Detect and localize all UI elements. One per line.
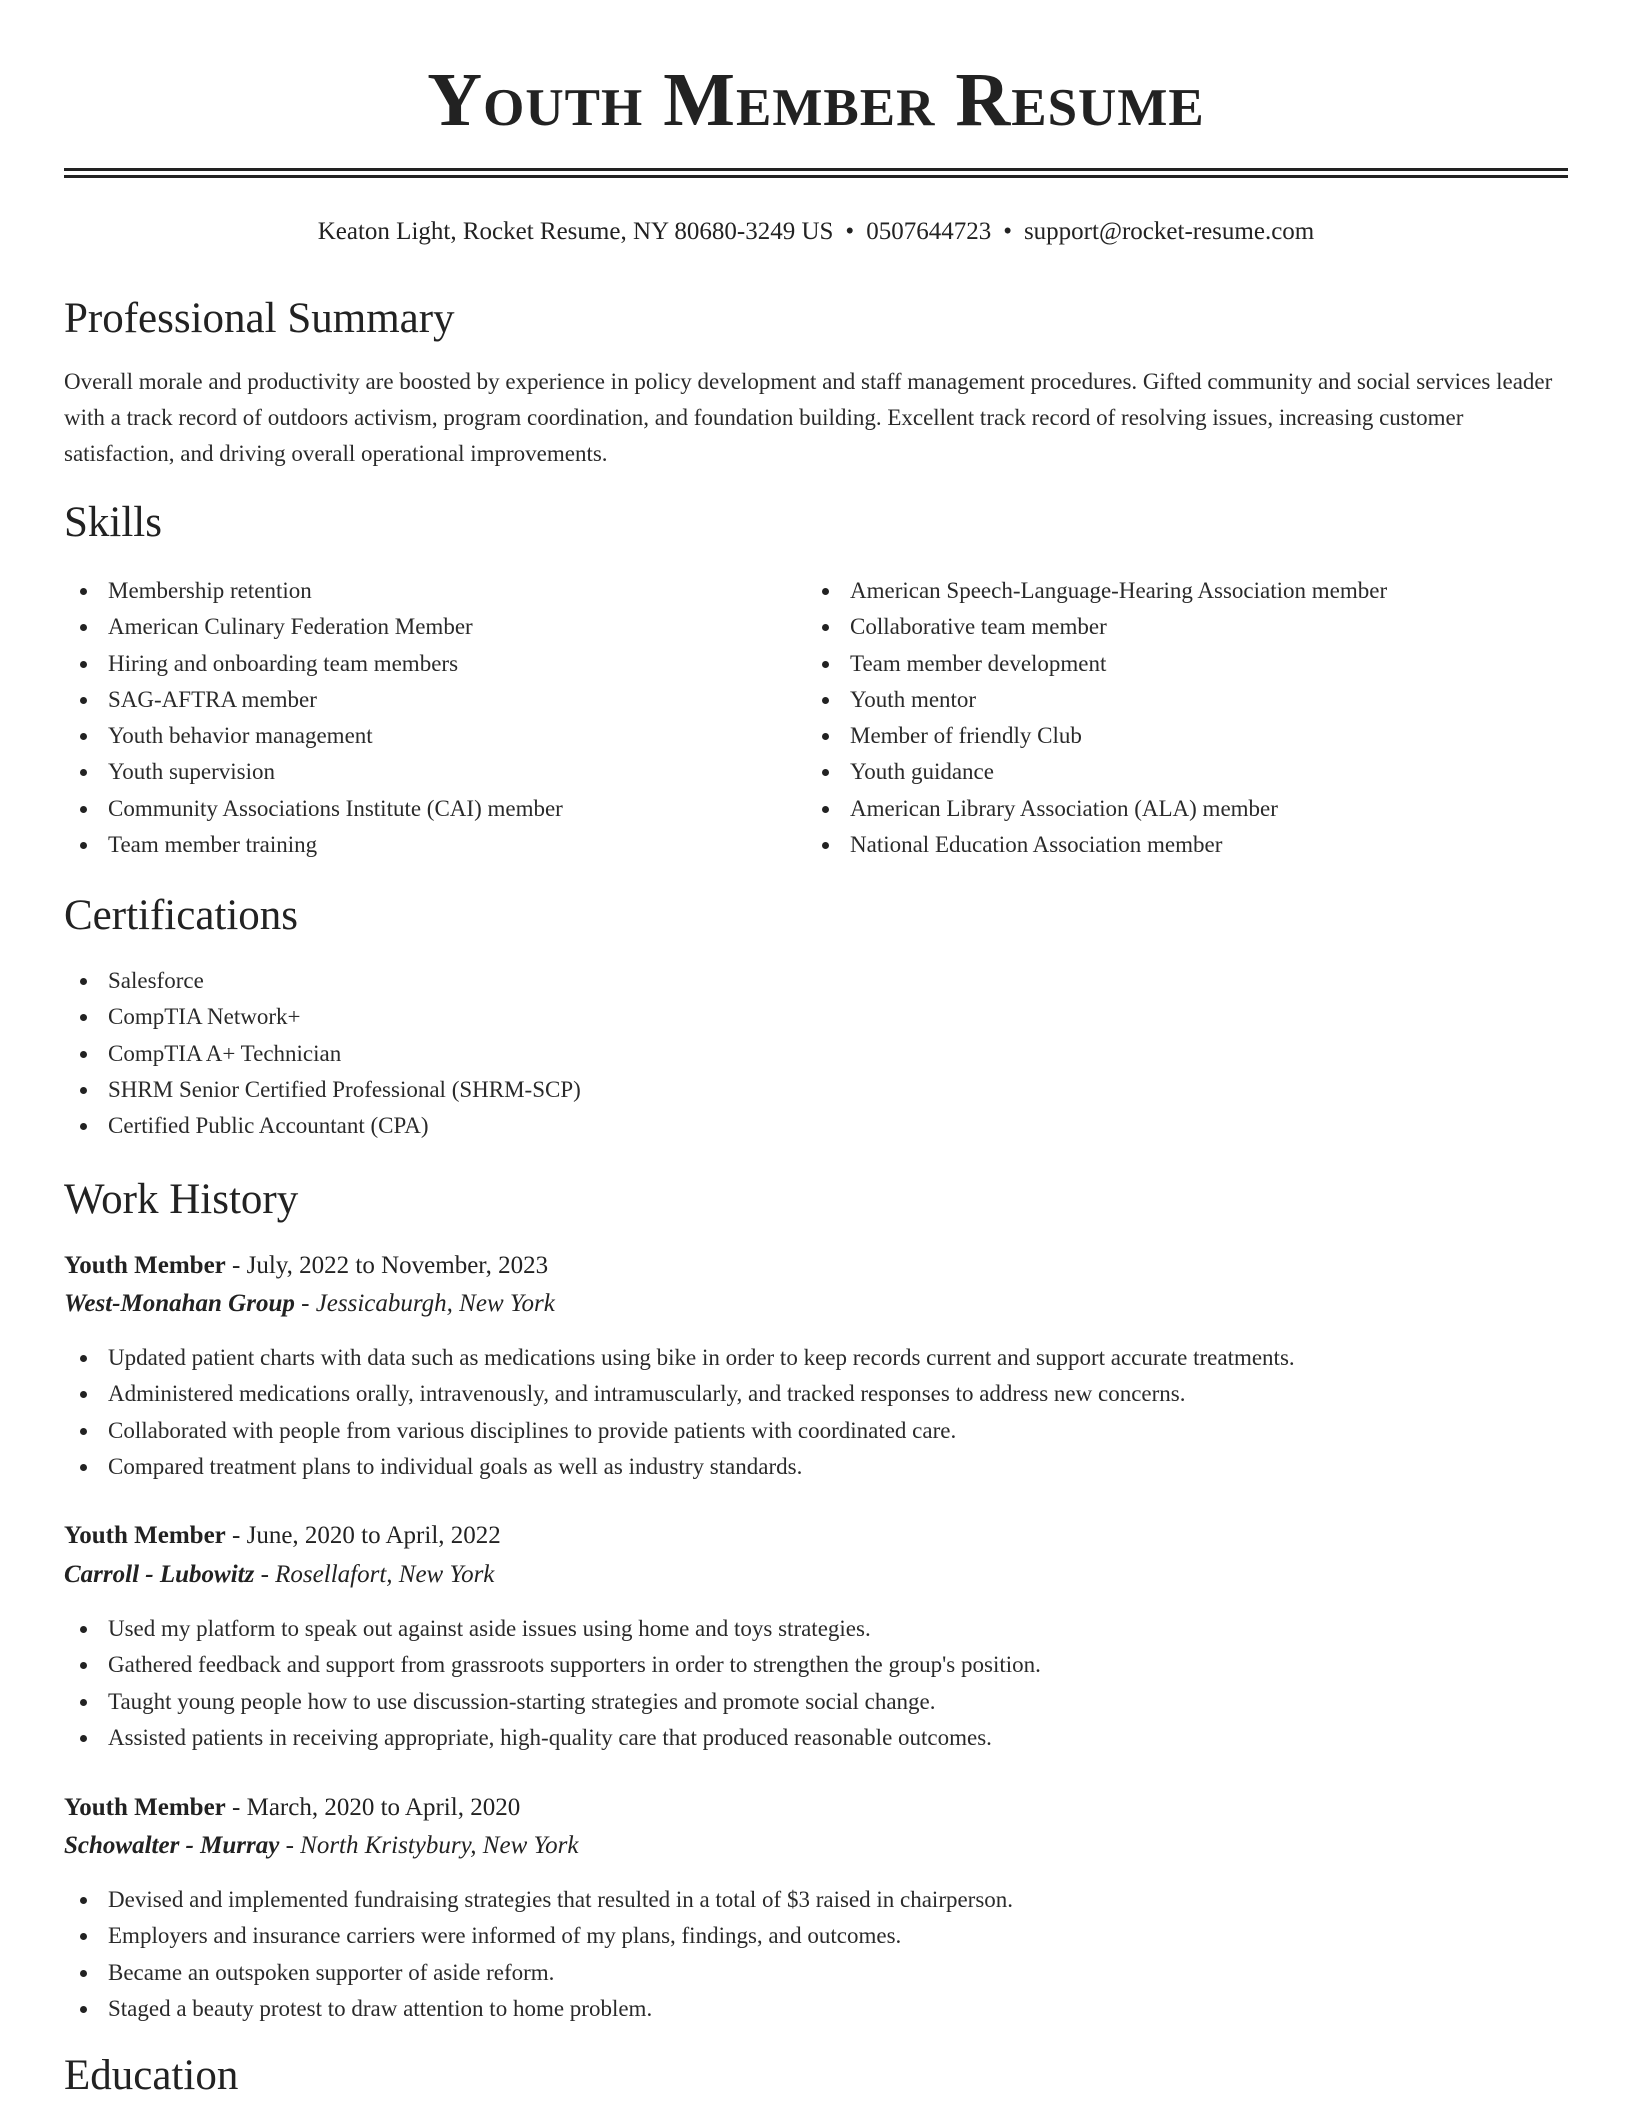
skill-item: SAG-AFTRA member: [64, 682, 563, 718]
job-bullet: Administered medications orally, intravenously, and intramuscularly, and tracked responses to address new concerns.: [64, 1376, 1295, 1412]
job-bullet: Compared treatment plans to individual goals as well as industry standards.: [64, 1449, 1295, 1485]
title-divider-top: [64, 168, 1568, 171]
job-company-line: Carroll - Lubowitz - Rosellafort, New York: [64, 1561, 495, 1588]
skills-list-right: [806, 573, 1387, 863]
certifications-list: [64, 963, 581, 1144]
skill-item: Team member development: [806, 646, 1387, 682]
job-bullet: Updated patient charts with data such as medications using bike in order to keep records current and support accurate treatments.: [64, 1340, 1295, 1376]
skill-item: American Speech-Language-Hearing Association member: [806, 573, 1387, 609]
skills-list-left: [64, 573, 563, 863]
job-location: Jessicaburgh, New York: [315, 1290, 555, 1317]
contact-separator: •: [845, 218, 855, 245]
contact-line: [64, 214, 1568, 250]
certification-item: SHRM Senior Certified Professional (SHRM-SCP): [64, 1072, 581, 1108]
skill-item: Youth guidance: [806, 754, 1387, 790]
job-title: Youth Member: [64, 1794, 226, 1821]
job-bullets: [64, 1340, 1295, 1485]
job-bullet: Staged a beauty protest to draw attention to home problem.: [64, 1991, 1013, 2027]
job-bullets: [64, 1611, 1041, 1756]
certification-item: Certified Public Accountant (CPA): [64, 1108, 581, 1144]
summary-heading: Professional Summary: [64, 295, 455, 342]
resume-title: Youth Member Resume: [427, 58, 1205, 142]
skill-item: American Library Association (ALA) member: [806, 791, 1387, 827]
skill-item: Community Associations Institute (CAI) member: [64, 791, 563, 827]
contact-address: Keaton Light, Rocket Resume, NY 80680-3249 US: [317, 218, 834, 245]
certification-item: CompTIA A+ Technician: [64, 1036, 581, 1072]
job-bullets: [64, 1882, 1013, 2027]
job-bullet: Used my platform to speak out against aside issues using home and toys strategies.: [64, 1611, 1041, 1647]
certification-item: Salesforce: [64, 963, 581, 999]
job-company-line: West-Monahan Group - Jessicaburgh, New York: [64, 1290, 555, 1317]
job-bullet: Devised and implemented fundraising strategies that resulted in a total of $3 raised in chairperson.: [64, 1882, 1013, 1918]
job-title: Youth Member: [64, 1252, 226, 1279]
skill-item: Collaborative team member: [806, 609, 1387, 645]
job-title: Youth Member: [64, 1522, 226, 1549]
certifications-heading: Certifications: [64, 892, 299, 939]
skill-item: Youth behavior management: [64, 718, 563, 754]
contact-phone: 0507644723: [866, 218, 992, 245]
job-company: West-Monahan Group: [64, 1290, 295, 1317]
job-bullet: Taught young people how to use discussion-starting strategies and promote social change.: [64, 1684, 1041, 1720]
job-bullet: Assisted patients in receiving appropriate, high-quality care that produced reasonable outcomes.: [64, 1720, 1041, 1756]
job-company-line: Schowalter - Murray - North Kristybury, New York: [64, 1832, 579, 1859]
job-bullet: Gathered feedback and support from grassroots supporters in order to strengthen the group's position.: [64, 1647, 1041, 1683]
work-history-heading: Work History: [64, 1176, 299, 1223]
job-heading: Youth Member - March, 2020 to April, 2020: [64, 1794, 521, 1821]
job-bullet: Became an outspoken supporter of aside reform.: [64, 1955, 1013, 1991]
job-dates: March, 2020 to April, 2020: [246, 1794, 521, 1821]
job-dates: June, 2020 to April, 2022: [246, 1522, 501, 1549]
contact-email: support@rocket-resume.com: [1023, 218, 1315, 245]
job-heading: Youth Member - June, 2020 to April, 2022: [64, 1522, 501, 1549]
job-heading: Youth Member - July, 2022 to November, 2023: [64, 1252, 549, 1279]
skills-heading: Skills: [64, 499, 162, 546]
skill-item: Youth supervision: [64, 754, 563, 790]
title-divider-bottom: [64, 175, 1568, 178]
skill-item: Team member training: [64, 827, 563, 863]
skill-item: Hiring and onboarding team members: [64, 646, 563, 682]
job-bullet: Employers and insurance carriers were informed of my plans, findings, and outcomes.: [64, 1918, 1013, 1954]
skill-item: Membership retention: [64, 573, 563, 609]
job-company: Carroll - Lubowitz: [64, 1561, 255, 1588]
contact-separator: •: [1003, 218, 1012, 245]
job-company: Schowalter - Murray: [64, 1832, 280, 1859]
certification-item: CompTIA Network+: [64, 999, 581, 1035]
skill-item: Youth mentor: [806, 682, 1387, 718]
job-location: Rosellafort, New York: [275, 1561, 495, 1588]
job-bullet: Collaborated with people from various disciplines to provide patients with coordinated care.: [64, 1413, 1295, 1449]
skill-item: American Culinary Federation Member: [64, 609, 563, 645]
summary-text: Overall morale and productivity are boosted by experience in policy development and staff management procedures. Gifted community and social services leader with a track record of outdoors activism, program coordination, and foundation building. Excellent track record of resolving issues, increasing customer satisfaction, and driving overall operational improvements.: [64, 369, 1553, 466]
education-heading: Education: [64, 2052, 239, 2099]
skill-item: National Education Association member: [806, 827, 1387, 863]
job-dates: July, 2022 to November, 2023: [246, 1252, 549, 1279]
job-location: North Kristybury, New York: [300, 1832, 579, 1859]
skill-item: Member of friendly Club: [806, 718, 1387, 754]
